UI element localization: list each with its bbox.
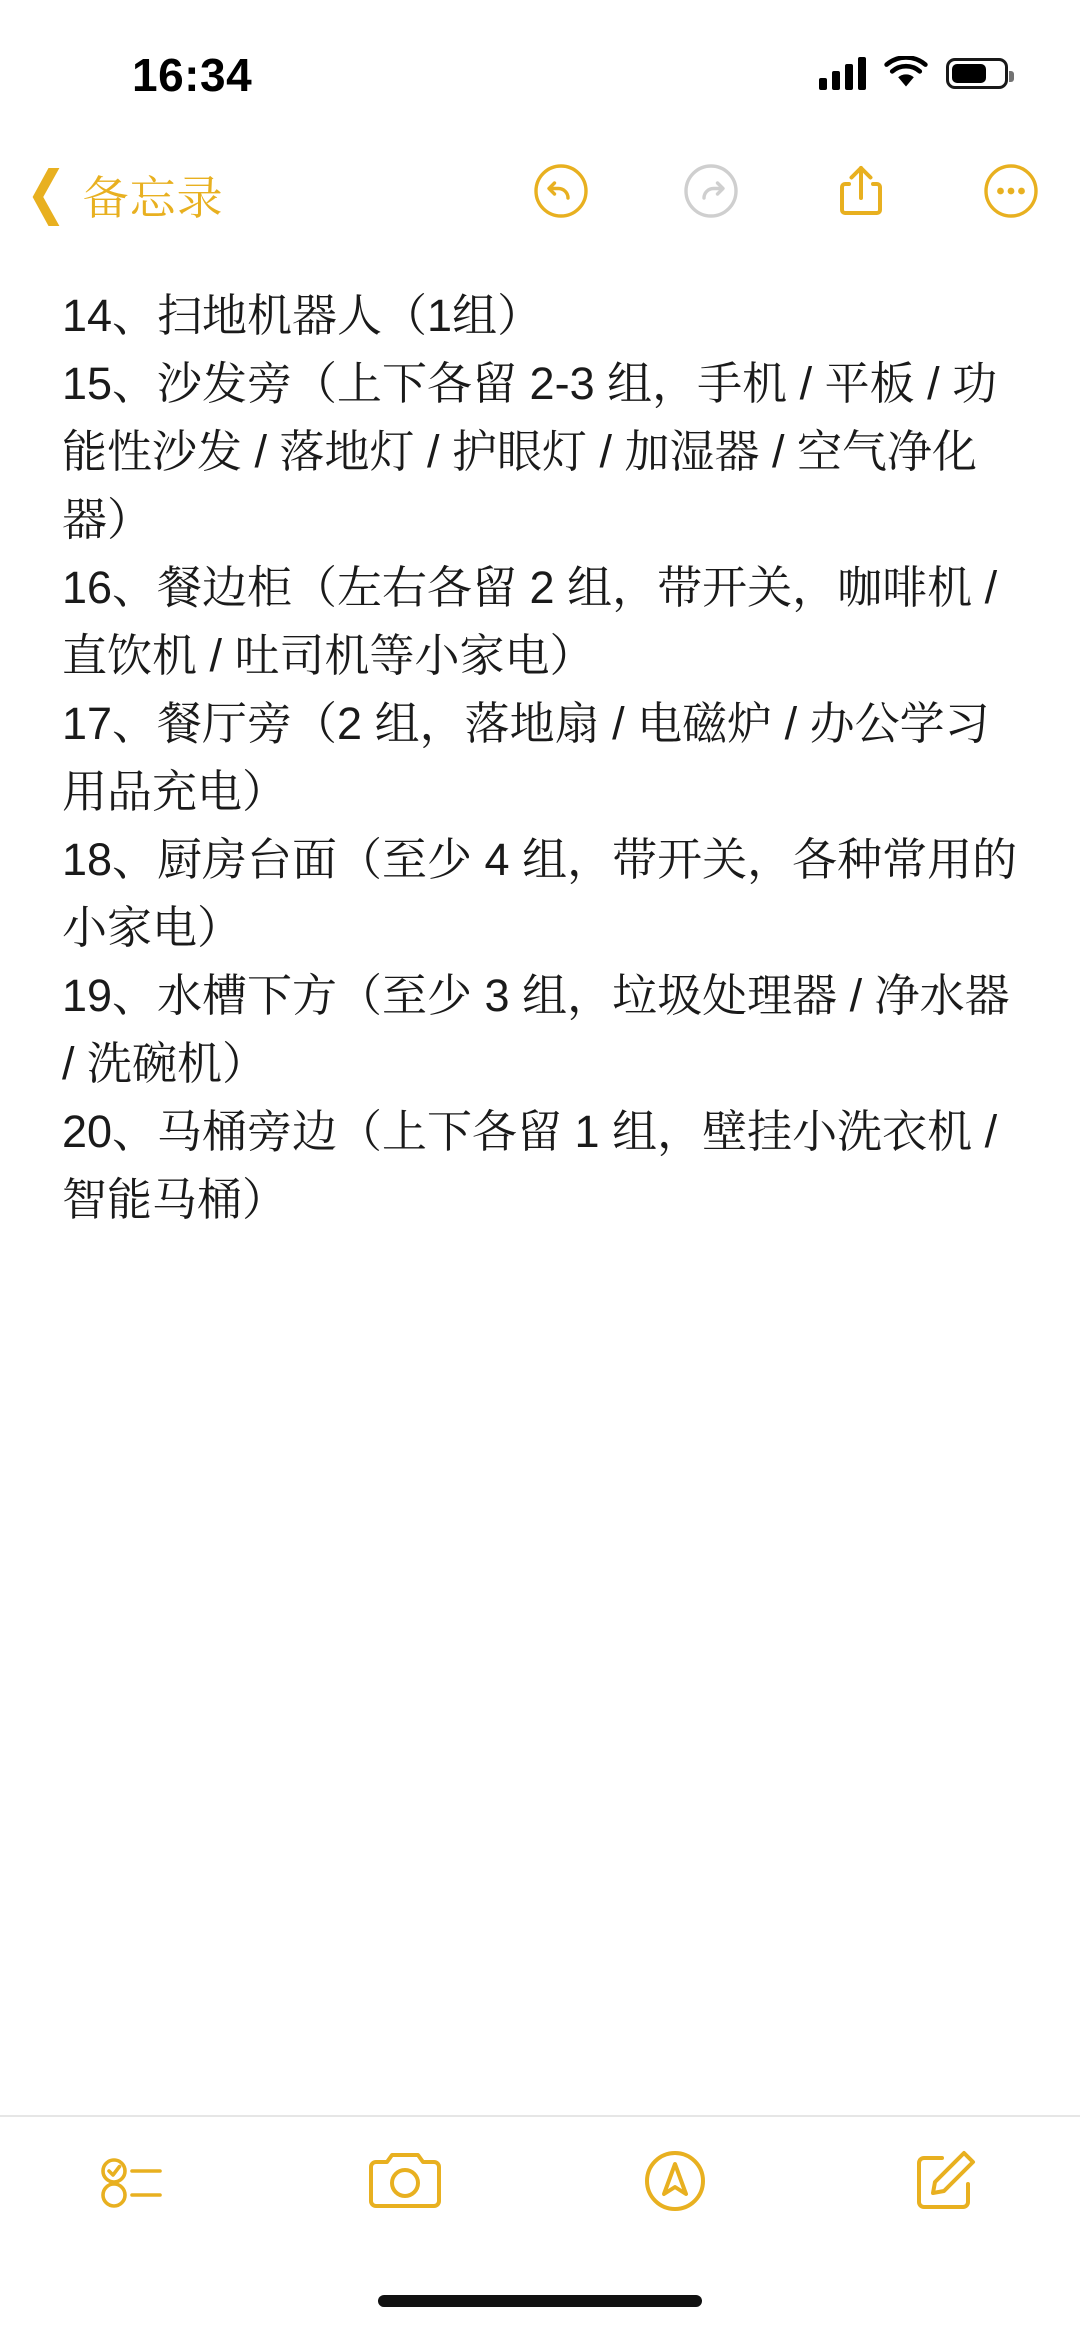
back-to-notes-button[interactable] xyxy=(22,162,224,228)
wifi-icon xyxy=(884,56,928,90)
share-button[interactable] xyxy=(830,160,892,222)
note-line: 18、厨房台面（至少 4 组，带开关，各种常用的小家电） xyxy=(62,834,1018,953)
checklist-icon xyxy=(98,2150,172,2212)
note-line: 16、餐边柜（左右各留 2 组，带开关，咖啡机 / 直饮机 / 吐司机等小家电） xyxy=(62,562,998,681)
note-line: 19、水槽下方（至少 3 组，垃圾处理器 / 净水器 / 洗碗机） xyxy=(62,970,1010,1089)
cellular-bars-icon xyxy=(819,56,866,90)
markup-button[interactable] xyxy=(540,2117,810,2245)
bottom-toolbar xyxy=(0,2115,1080,2245)
status-time: 16:34 xyxy=(132,49,253,101)
status-indicators xyxy=(819,56,1008,90)
undo-button[interactable] xyxy=(530,160,592,222)
markup-pen-icon xyxy=(640,2146,710,2216)
compose-icon xyxy=(910,2146,980,2216)
more-circle-icon xyxy=(980,160,1042,222)
camera-button[interactable] xyxy=(270,2117,540,2245)
share-icon xyxy=(830,160,892,222)
back-button-label: 备忘录 xyxy=(82,172,224,224)
checklist-button[interactable] xyxy=(0,2117,270,2245)
navigation-bar xyxy=(0,160,1080,270)
nav-actions xyxy=(530,160,1042,222)
note-content[interactable] xyxy=(0,282,1080,1234)
more-options-button[interactable] xyxy=(980,160,1042,222)
redo-icon xyxy=(680,160,742,222)
undo-icon xyxy=(530,160,592,222)
camera-icon xyxy=(365,2149,445,2213)
redo-button[interactable] xyxy=(680,160,742,222)
home-indicator[interactable] xyxy=(378,2295,702,2307)
status-bar xyxy=(0,0,1080,140)
battery-icon xyxy=(946,58,1008,89)
note-line: 15、沙发旁（上下各留 2-3 组，手机 / 平板 / 功能性沙发 / 落地灯 / 护眼灯 / 加湿器 / 空气净化器） xyxy=(62,358,998,545)
note-line: 14、扫地机器人（1组） xyxy=(62,290,543,341)
chevron-left-icon: ❮ xyxy=(25,160,67,225)
note-line: 20、马桶旁边（上下各留 1 组，壁挂小洗衣机 / 智能马桶） xyxy=(62,1106,998,1225)
compose-button[interactable] xyxy=(810,2117,1080,2245)
note-line: 17、餐厅旁（2 组，落地扇 / 电磁炉 / 办公学习用品充电） xyxy=(62,698,990,817)
